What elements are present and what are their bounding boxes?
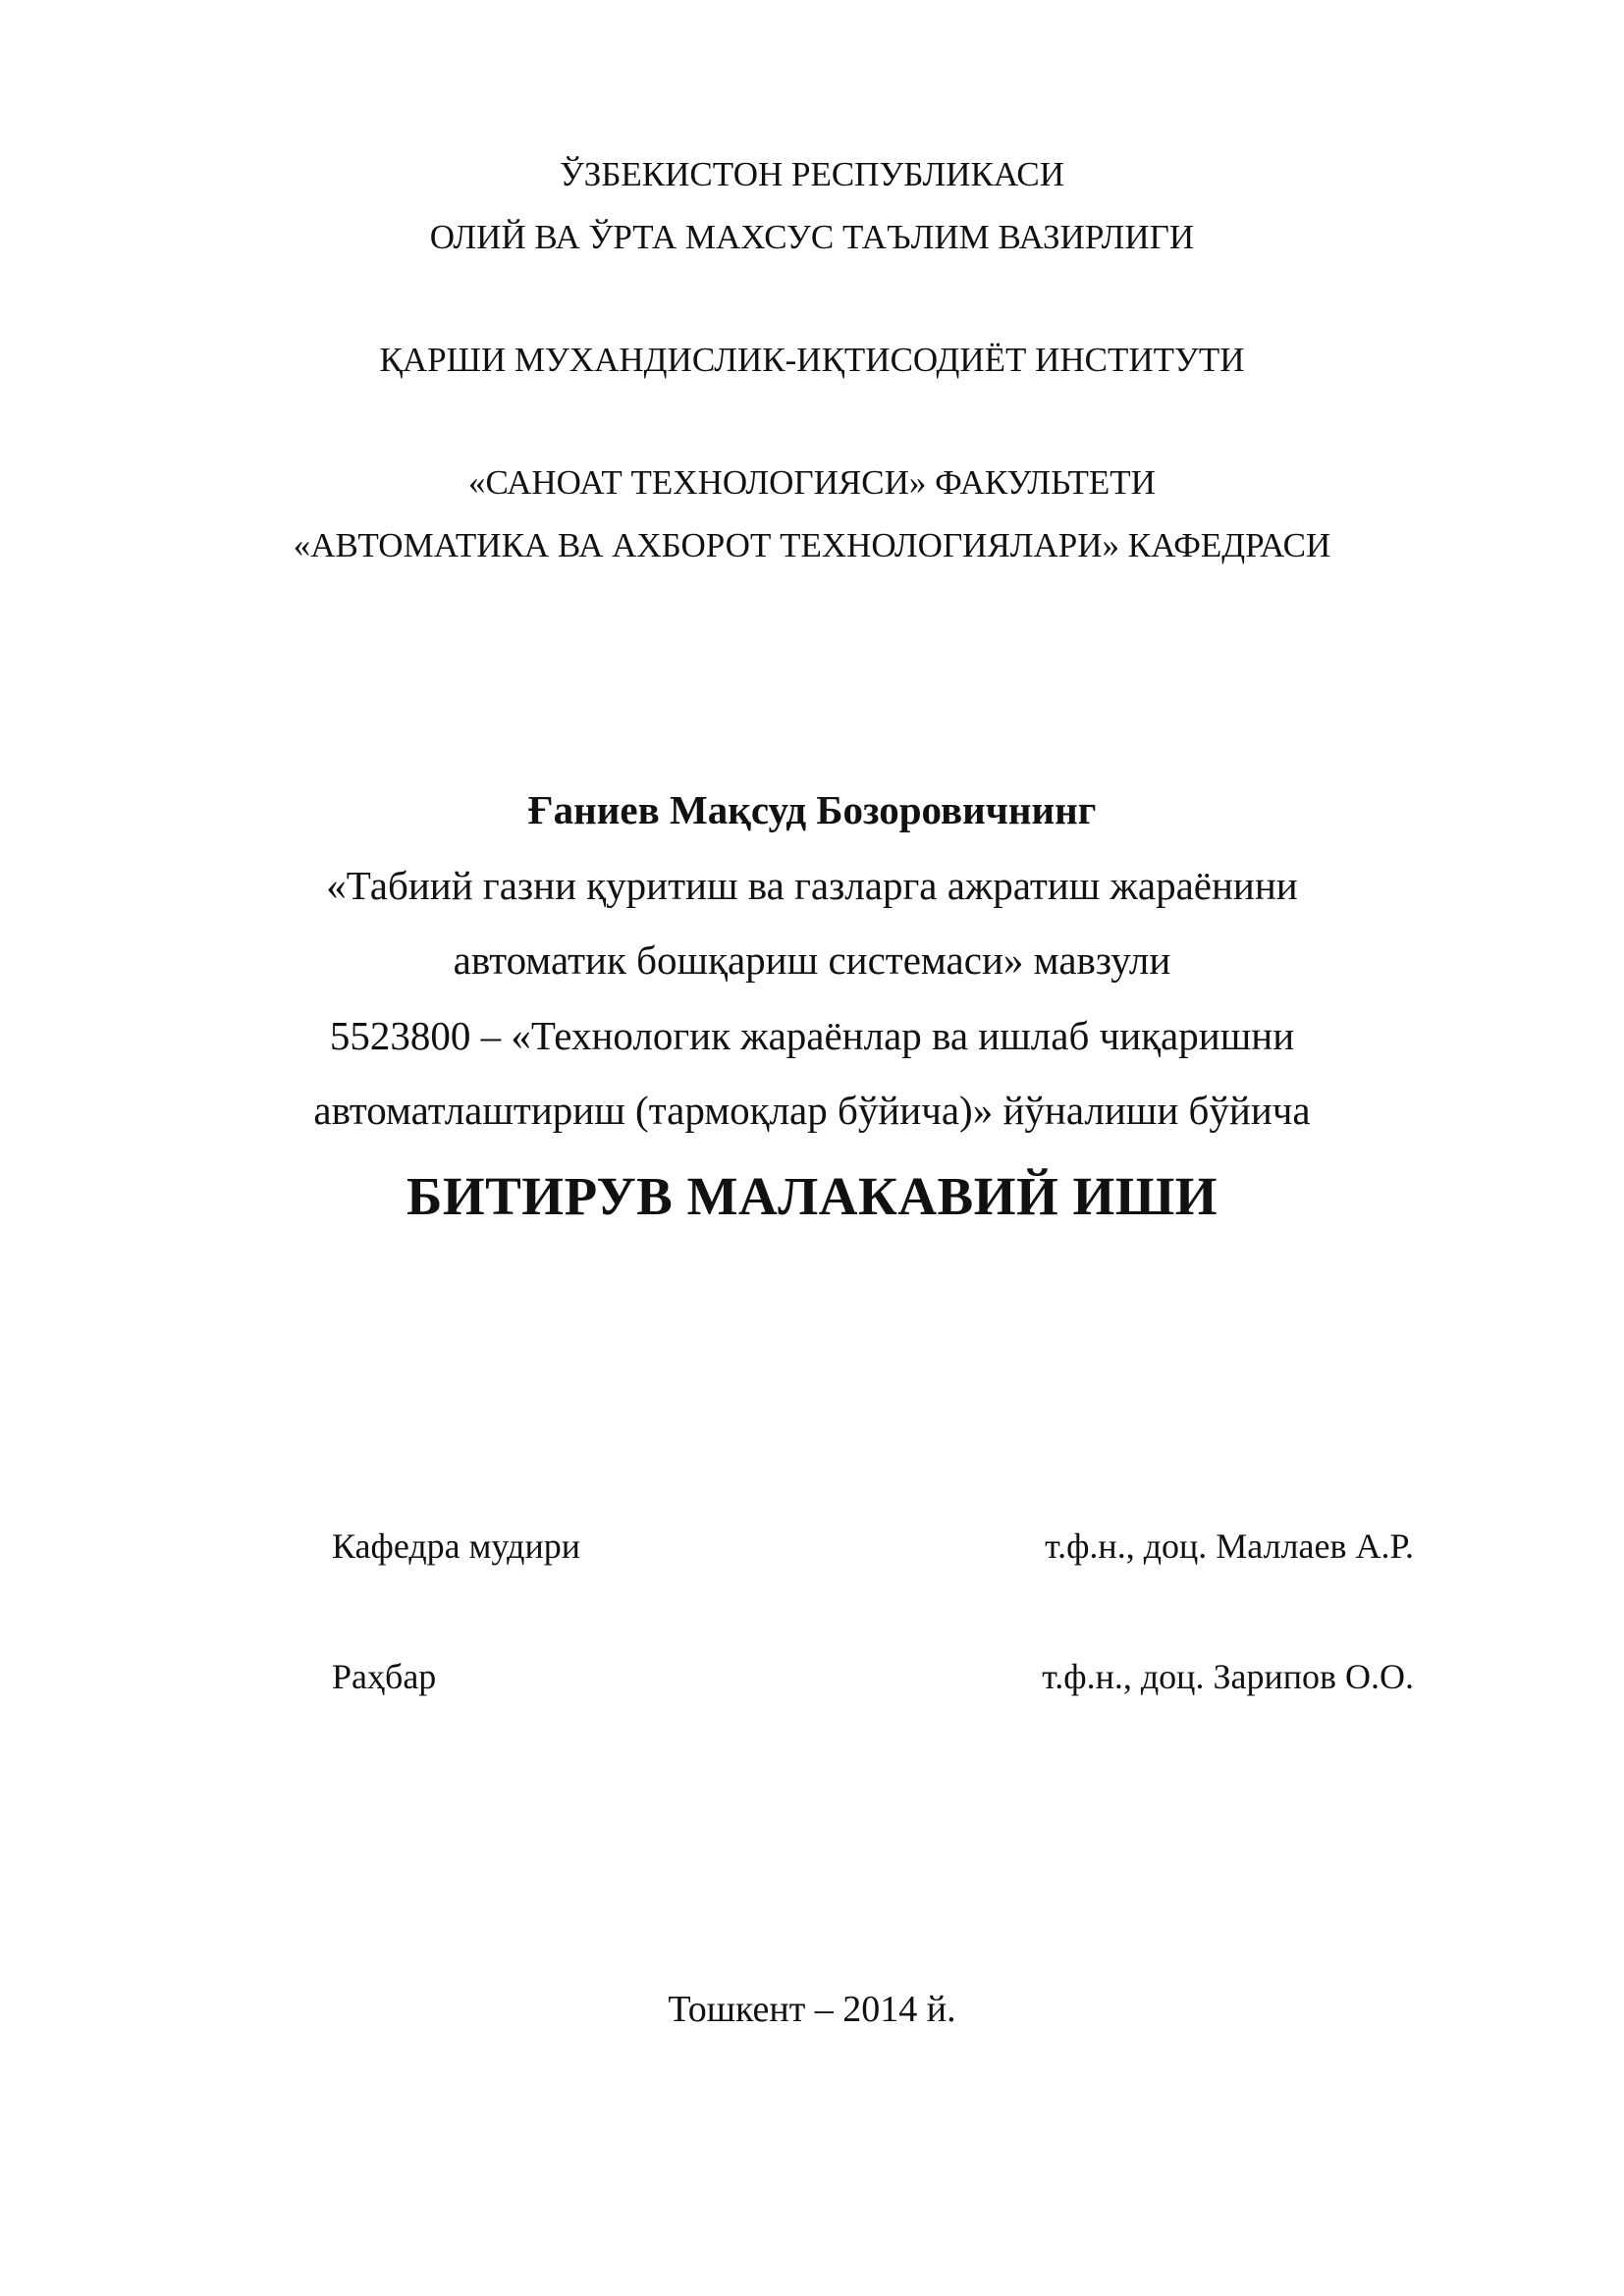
- author-name: Ғаниев Мақсуд Бозоровичнинг: [527, 787, 1097, 832]
- direction-line-2: автоматлаштириш (тармоқлар бўйича)» йўналиши бўйича: [313, 1088, 1311, 1133]
- direction-line-1: 5523800 – «Технологик жараёнлар ва ишлаб чиқаришни: [329, 1013, 1295, 1058]
- signature-role: Раҳбар: [332, 1657, 437, 1696]
- document-type-title: БИТИРУВ МАЛАКАВИЙ ИШИ: [406, 1166, 1218, 1226]
- topic-line-1: «Табиий газни қуритиш ва газларга ажратиш жараёнини: [326, 863, 1298, 908]
- institute-heading: ҚАРШИ МУХАНДИСЛИК-ИҚТИСОДИЁТ ИНСТИТУТИ: [379, 341, 1245, 379]
- department-heading: «АВТОМАТИКА ВА АХБОРОТ ТЕХНОЛОГИЯЛАРИ» КАФЕДРАСИ: [293, 526, 1331, 564]
- faculty-heading: «САНОАТ ТЕХНОЛОГИЯСИ» ФАКУЛЬТЕТИ: [468, 463, 1156, 502]
- signature-role: Кафедра мудири: [332, 1526, 581, 1566]
- signature-person: т.ф.н., доц. Маллаев А.Р.: [1045, 1526, 1414, 1566]
- ministry-heading: ОЛИЙ ВА ЎРТА МАХСУС ТАЪЛИМ ВАЗИРЛИГИ: [429, 218, 1195, 256]
- place-year: Тошкент – 2014 й.: [668, 1989, 956, 2030]
- signature-row: [332, 1528, 1414, 1564]
- signature-row: [332, 1659, 1414, 1694]
- country-heading: ЎЗБЕКИСТОН РЕСПУБЛИКАСИ: [560, 155, 1064, 193]
- signature-person: т.ф.н., доц. Зарипов О.О.: [1042, 1657, 1414, 1696]
- topic-line-2: автоматик бошқариш системаси» мавзули: [453, 937, 1171, 983]
